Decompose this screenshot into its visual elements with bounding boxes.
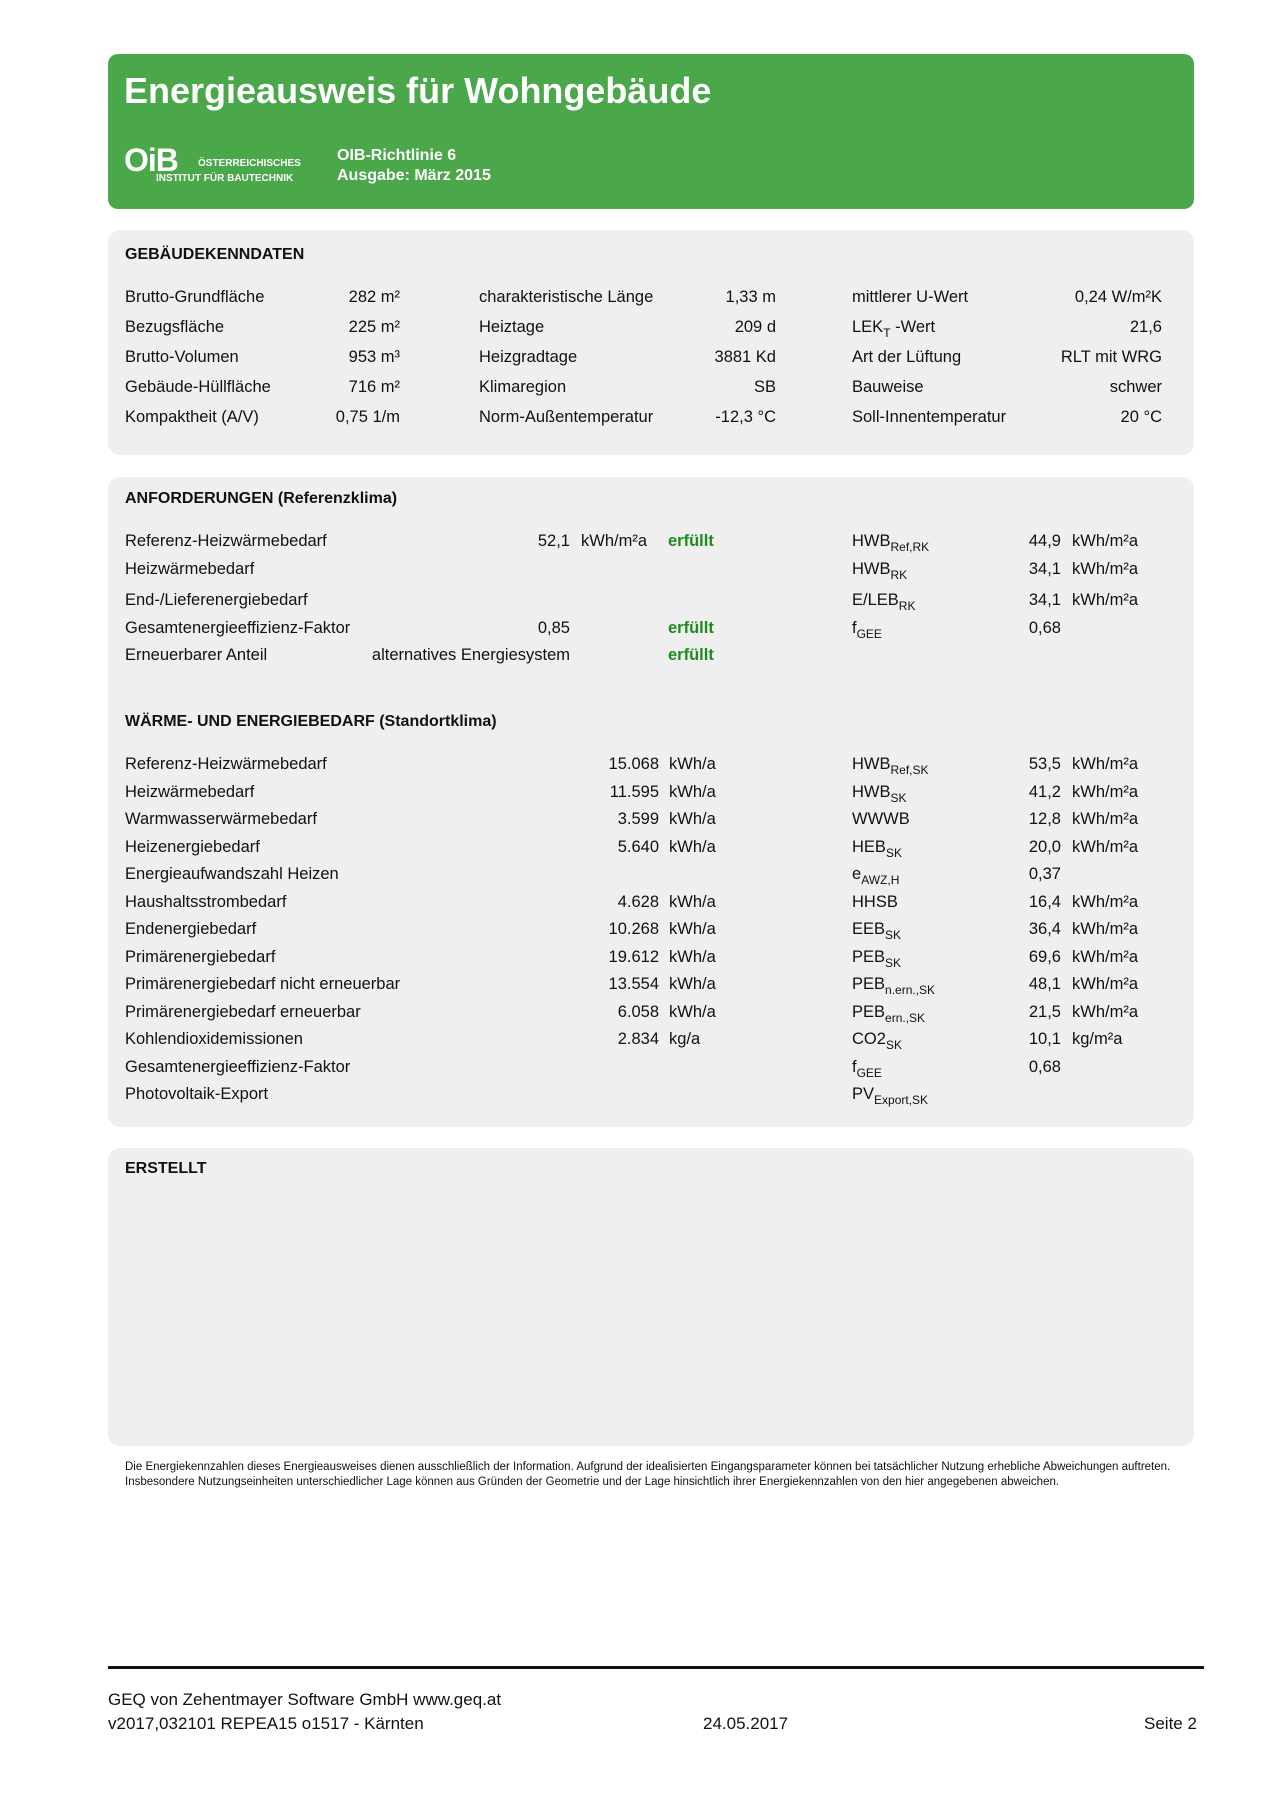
indicator-symbol <box>852 838 902 860</box>
indicator-symbol <box>852 920 901 942</box>
building-value: SB <box>753 378 776 396</box>
symbol-subscript: Ref,RK <box>890 540 930 554</box>
requirement-label: Gesamtenergieeffizienz-Faktor <box>125 619 351 637</box>
edition-label: Ausgabe: März 2015 <box>337 167 491 184</box>
building-value: 282 m² <box>348 288 400 306</box>
demand-value: 10.268 <box>608 920 659 938</box>
requirement-ref-value: 34,1 <box>1028 591 1061 609</box>
building-value: 225 m² <box>348 318 400 336</box>
building-value: 209 d <box>734 318 776 336</box>
building-label: Brutto-Grundfläche <box>125 288 265 306</box>
building-value: schwer <box>1109 378 1162 396</box>
demand-unit: kWh/a <box>669 1002 716 1021</box>
symbol-subscript: GEE <box>856 1065 882 1080</box>
demand-label: Referenz-Heizwärmebedarf <box>125 755 327 773</box>
indicator-symbol <box>852 755 929 777</box>
oib-logo-mark: OiB <box>124 142 178 178</box>
symbol-main: EEB <box>852 920 886 938</box>
building-value: 0,75 1/m <box>335 408 400 426</box>
demand-unit: kWh/a <box>669 975 716 993</box>
requirement-ref-value: 44,9 <box>1028 532 1061 550</box>
indicator-symbol <box>852 865 899 887</box>
oib-logo <box>124 142 314 187</box>
requirement-label: End-/Lieferenergiebedarf <box>125 591 308 609</box>
building-value: 3881 Kd <box>714 348 776 366</box>
indicator-symbol <box>852 810 910 832</box>
demand-unit: kWh/a <box>669 892 716 911</box>
demand-value: 3.599 <box>617 810 659 828</box>
demand-specific-value: 12,8 <box>1028 810 1061 828</box>
footer-page: Seite 2 <box>1144 1714 1197 1733</box>
oib-logo-line1: ÖSTERREICHISCHES <box>198 158 301 169</box>
indicator-symbol <box>852 591 915 613</box>
footer-divider <box>108 1666 1204 1669</box>
disclaimer-text: Die Energiekennzahlen dieses Energieausweises dienen ausschließlich der Information. Aufgrund der idealisierten Eingangsparameter können bei tatsächlicher Nutzung erhebliche Abweichungen auftreten. Insbesondere Nutzungseinheiten unterschiedlicher Lage können aus Gründen der Geometrie und der Lage hinsichtlich ihrer Energiekennzahlen von den hier angegebenen abweichen. <box>125 1461 1171 1488</box>
energy-demand-title: WÄRME- UND ENERGIEBEDARF (Standortklima) <box>125 713 497 730</box>
symbol-main: e <box>852 865 862 883</box>
demand-label: Endenergiebedarf <box>125 920 257 938</box>
demand-value: 2.834 <box>617 1030 659 1048</box>
demand-specific-value: 53,5 <box>1028 755 1061 773</box>
demand-label: Warmwasserwärmebedarf <box>125 810 317 828</box>
symbol-subscript: RK <box>890 568 908 582</box>
requirement-ref-unit: kWh/m²a <box>1072 560 1138 578</box>
demand-specific-value: 0,37 <box>1028 865 1061 883</box>
symbol-subscript: GEE <box>856 627 882 641</box>
demand-specific-value: 69,6 <box>1028 947 1061 966</box>
demand-specific-value: 20,0 <box>1028 837 1061 856</box>
building-label: Bauweise <box>852 378 924 396</box>
demand-label: Primärenergiebedarf <box>125 947 276 966</box>
requirement-status: erfüllt <box>668 532 714 550</box>
symbol-subscript: SK <box>885 928 902 942</box>
symbol-main: HHSB <box>852 892 898 911</box>
indicator-symbol <box>852 948 901 970</box>
demand-specific-unit: kWh/m²a <box>1072 782 1138 801</box>
demand-specific-unit: kWh/m²a <box>1072 947 1138 966</box>
building-label: Gebäude-Hüllfläche <box>125 378 271 396</box>
symbol-main: PV <box>852 1085 875 1103</box>
building-value: RLT mit WRG <box>1060 348 1162 366</box>
demand-unit: kWh/a <box>669 755 716 773</box>
symbol-subscript: SK <box>885 955 902 970</box>
guideline-label: OIB-Richtlinie 6 <box>337 147 457 164</box>
building-label: Bezugsfläche <box>125 318 225 336</box>
demand-value: 6.058 <box>617 1002 659 1021</box>
symbol-main: HWB <box>852 560 891 578</box>
requirement-ref-value: 0,68 <box>1028 619 1061 637</box>
demand-value: 13.554 <box>608 975 659 993</box>
footer-version: v2017,032101 REPEA15 o1517 - Kärnten <box>108 1714 424 1733</box>
label-subscript: T <box>883 326 891 340</box>
demand-unit: kWh/a <box>669 920 716 938</box>
indicator-symbol <box>852 893 898 915</box>
demand-specific-value: 21,5 <box>1028 1002 1061 1021</box>
document-title: Energieausweis für Wohngebäude <box>124 70 712 111</box>
symbol-main: HWB <box>852 782 891 801</box>
requirement-label: Erneuerbarer Anteil <box>125 646 268 664</box>
demand-value: 11.595 <box>609 782 659 801</box>
symbol-main: f <box>852 1057 857 1076</box>
symbol-subscript: AWZ,H <box>861 873 900 887</box>
indicator-symbol <box>852 1030 902 1052</box>
demand-specific-unit: kWh/m²a <box>1072 892 1138 911</box>
symbol-subscript: SK <box>885 845 902 860</box>
demand-specific-unit: kWh/m²a <box>1072 920 1138 938</box>
demand-specific-value: 41,2 <box>1028 782 1061 801</box>
symbol-subscript: n.ern.,SK <box>885 983 936 997</box>
oib-logo-line2: INSTITUT FÜR BAUTECHNIK <box>156 173 294 184</box>
requirement-status: erfüllt <box>668 619 714 637</box>
building-value: 953 m³ <box>348 348 400 366</box>
created-panel <box>108 1148 1194 1446</box>
demand-unit: kWh/a <box>669 947 716 966</box>
requirement-value: 0,85 <box>537 619 570 637</box>
indicator-symbol <box>852 1058 882 1080</box>
demand-label: Heizwärmebedarf <box>125 782 255 801</box>
demand-value: 15.068 <box>608 755 659 773</box>
building-value: -12,3 °C <box>715 408 776 426</box>
symbol-subscript: RK <box>898 599 916 613</box>
demand-label: Primärenergiebedarf nicht erneuerbar <box>125 975 401 993</box>
demand-label: Primärenergiebedarf erneuerbar <box>125 1002 361 1021</box>
requirement-status: erfüllt <box>668 646 714 664</box>
demand-specific-unit: kWh/m²a <box>1072 755 1138 773</box>
demand-value: 5.640 <box>617 837 659 856</box>
label-suffix: -Wert <box>890 318 936 336</box>
building-label: Norm-Außentemperatur <box>479 408 654 426</box>
demand-label: Gesamtenergieeffizienz-Faktor <box>125 1057 351 1076</box>
demand-label: Photovoltaik-Export <box>125 1085 269 1103</box>
demand-specific-value: 0,68 <box>1028 1057 1061 1076</box>
demand-value: 4.628 <box>617 892 659 911</box>
requirements-title: ANFORDERUNGEN (Referenzklima) <box>125 490 398 507</box>
symbol-main: PEB <box>852 1002 886 1021</box>
demand-specific-unit: kWh/m²a <box>1072 837 1138 856</box>
symbol-subscript: ern.,SK <box>885 1010 926 1025</box>
building-label: Heizgradtage <box>479 348 578 366</box>
building-label: Klimaregion <box>479 378 567 396</box>
created-title: ERSTELLT <box>125 1160 207 1177</box>
building-value: 0,24 W/m²K <box>1074 288 1162 306</box>
building-label <box>852 318 935 340</box>
demand-specific-value: 10,1 <box>1028 1030 1061 1048</box>
symbol-main: f <box>852 619 857 637</box>
demand-specific-unit: kWh/m²a <box>1072 975 1138 993</box>
demand-unit: kg/a <box>669 1030 701 1048</box>
demand-specific-unit: kWh/m²a <box>1072 810 1138 828</box>
building-label: Heiztage <box>479 318 545 336</box>
symbol-subscript: SK <box>885 1038 902 1052</box>
symbol-main: WWWB <box>852 810 910 828</box>
requirement-label: Heizwärmebedarf <box>125 560 255 578</box>
requirement-ref-unit: kWh/m²a <box>1072 532 1138 550</box>
demand-value: 19.612 <box>608 947 659 966</box>
symbol-main: CO2 <box>852 1030 886 1048</box>
building-label: mittlerer U-Wert <box>852 288 969 306</box>
indicator-symbol <box>852 1085 928 1107</box>
demand-unit: kWh/a <box>669 810 716 828</box>
symbol-main: E/LEB <box>852 591 899 609</box>
demand-specific-unit: kg/m²a <box>1072 1030 1123 1048</box>
requirement-ref-unit: kWh/m²a <box>1072 591 1138 609</box>
demand-label: Energieaufwandszahl Heizen <box>125 865 339 883</box>
demand-unit: kWh/a <box>669 837 716 856</box>
symbol-subscript: SK <box>890 790 907 805</box>
indicator-symbol <box>852 532 929 554</box>
requirement-unit: kWh/m²a <box>581 532 647 550</box>
requirement-value: alternatives Energiesystem <box>371 646 570 664</box>
label-main: LEK <box>852 318 884 336</box>
demand-label: Kohlendioxidemissionen <box>125 1030 303 1048</box>
requirement-label: Referenz-Heizwärmebedarf <box>125 532 327 550</box>
building-value: 21,6 <box>1129 318 1162 336</box>
building-value: 716 m² <box>348 378 400 396</box>
demand-unit: kWh/a <box>669 782 716 801</box>
requirement-ref-value: 34,1 <box>1028 560 1061 578</box>
building-data-title: GEBÄUDEKENNDATEN <box>125 246 305 263</box>
indicator-symbol <box>852 560 907 582</box>
indicator-symbol <box>852 1003 925 1025</box>
symbol-subscript: Export,SK <box>874 1093 929 1107</box>
footer-date: 24.05.2017 <box>703 1714 789 1733</box>
symbol-main: PEB <box>852 947 886 966</box>
building-value: 20 °C <box>1120 408 1162 426</box>
footer-software: GEQ von Zehentmayer Software GmbH www.geq.at <box>108 1690 502 1709</box>
requirement-value: 52,1 <box>537 532 570 550</box>
demand-specific-value: 16,4 <box>1028 892 1061 911</box>
demand-specific-unit: kWh/m²a <box>1072 1002 1138 1021</box>
demand-specific-value: 48,1 <box>1028 975 1061 993</box>
indicator-symbol <box>852 975 935 997</box>
symbol-subscript: Ref,SK <box>890 763 929 777</box>
building-label: Kompaktheit (A/V) <box>125 408 259 426</box>
building-label: Soll-Innentemperatur <box>852 408 1007 426</box>
symbol-main: PEB <box>852 975 886 993</box>
symbol-main: HWB <box>852 755 891 773</box>
demand-specific-value: 36,4 <box>1028 920 1061 938</box>
indicator-symbol <box>852 619 882 641</box>
building-label: Art der Lüftung <box>852 348 962 366</box>
demand-label: Haushaltsstrombedarf <box>125 892 287 911</box>
indicator-symbol <box>852 783 907 805</box>
demand-label: Heizenergiebedarf <box>125 837 260 856</box>
building-label: charakteristische Länge <box>479 288 654 306</box>
symbol-main: HEB <box>852 837 886 856</box>
building-label: Brutto-Volumen <box>125 348 239 366</box>
building-value: 1,33 m <box>725 288 776 306</box>
symbol-main: HWB <box>852 532 891 550</box>
